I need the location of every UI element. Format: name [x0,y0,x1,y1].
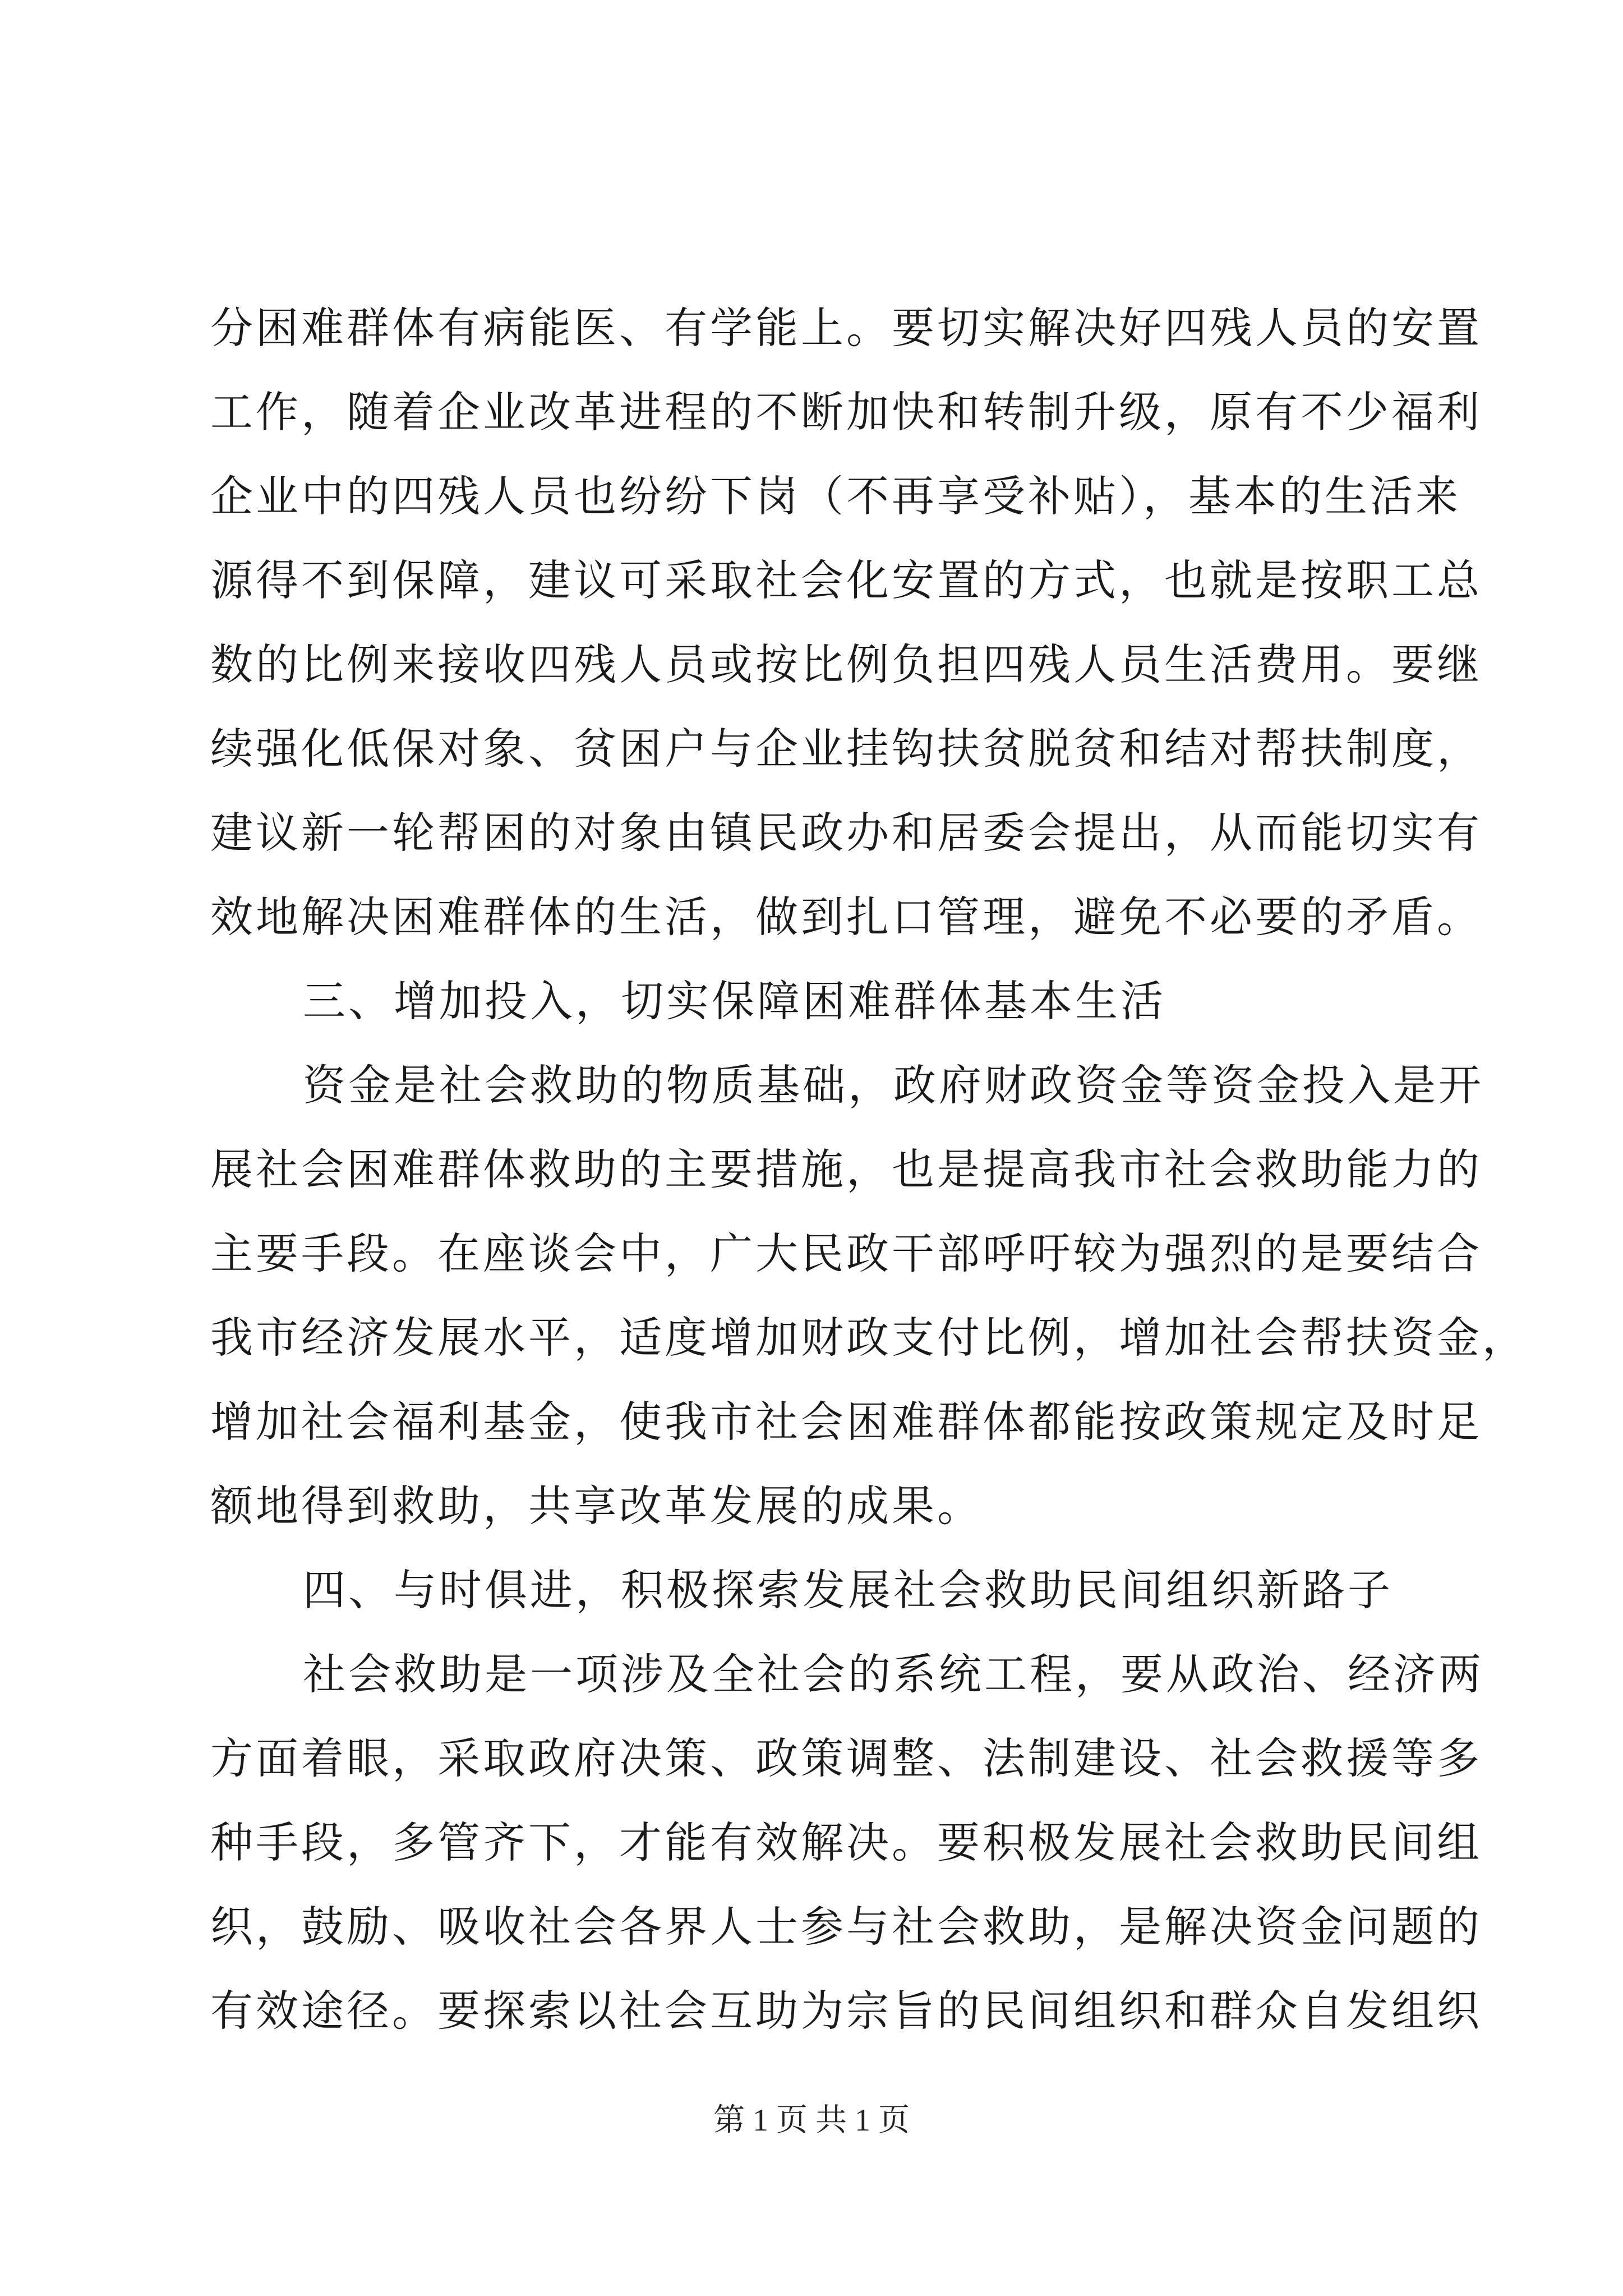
page-footer: 第 1 页 共 1 页 [713,2103,910,2138]
section-heading: 三、增加投入，切实保障困难群体基本生活 [303,976,1166,1026]
body-text-line: 企业中的四残人员也纷纷下岗（不再享受补贴），基本的生活来 [210,471,1461,521]
paragraph-first-line: 资金是社会救助的物质基础，政府财政资金等资金投入是开 [303,1060,1484,1110]
body-text-line: 有效途径。要探索以社会互助为宗旨的民间组织和群众自发组织 [210,1986,1482,2036]
body-text-line: 主要手段。在座谈会中，广大民政干部呼吁较为强烈的是要结合 [210,1228,1482,1278]
body-text-line: 源得不到保障，建议可采取社会化安置的方式，也就是按职工总 [210,555,1482,605]
body-text-line: 我市经济发展水平，适度增加财政支付比例，增加社会帮扶资金， [210,1313,1528,1363]
body-text-line: 数的比例来接收四残人员或按比例负担四残人员生活费用。要继 [210,639,1482,689]
body-text-line: 种手段，多管齐下，才能有效解决。要积极发展社会救助民间组 [210,1818,1482,1867]
body-text-line: 方面着眼，采取政府决策、政策调整、法制建设、社会救援等多 [210,1733,1482,1783]
body-text-line: 织，鼓励、吸收社会各界人士参与社会救助，是解决资金问题的 [210,1902,1482,1952]
body-text-line: 展社会困难群体救助的主要措施，也是提高我市社会救助能力的 [210,1144,1482,1194]
body-text-line: 建议新一轮帮困的对象由镇民政办和居委会提出，从而能切实有 [210,808,1482,858]
paragraph-first-line: 社会救助是一项涉及全社会的系统工程，要从政治、经济两 [303,1649,1484,1699]
body-text-line: 分困难群体有病能医、有学能上。要切实解决好四残人员的安置 [210,303,1482,353]
body-text-line: 效地解决困难群体的生活，做到扎口管理，避免不必要的矛盾。 [210,892,1482,942]
body-text-line: 工作，随着企业改革进程的不断加快和转制升级，原有不少福利 [210,387,1482,437]
body-text-line: 续强化低保对象、贫困户与企业挂钩扶贫脱贫和结对帮扶制度， [210,724,1482,774]
body-text-line: 增加社会福利基金，使我市社会困难群体都能按政策规定及时足 [210,1397,1482,1447]
section-heading: 四、与时俱进，积极探索发展社会救助民间组织新路子 [303,1565,1393,1615]
paragraph-last-line: 额地得到救助，共享改革发展的成果。 [210,1481,983,1531]
